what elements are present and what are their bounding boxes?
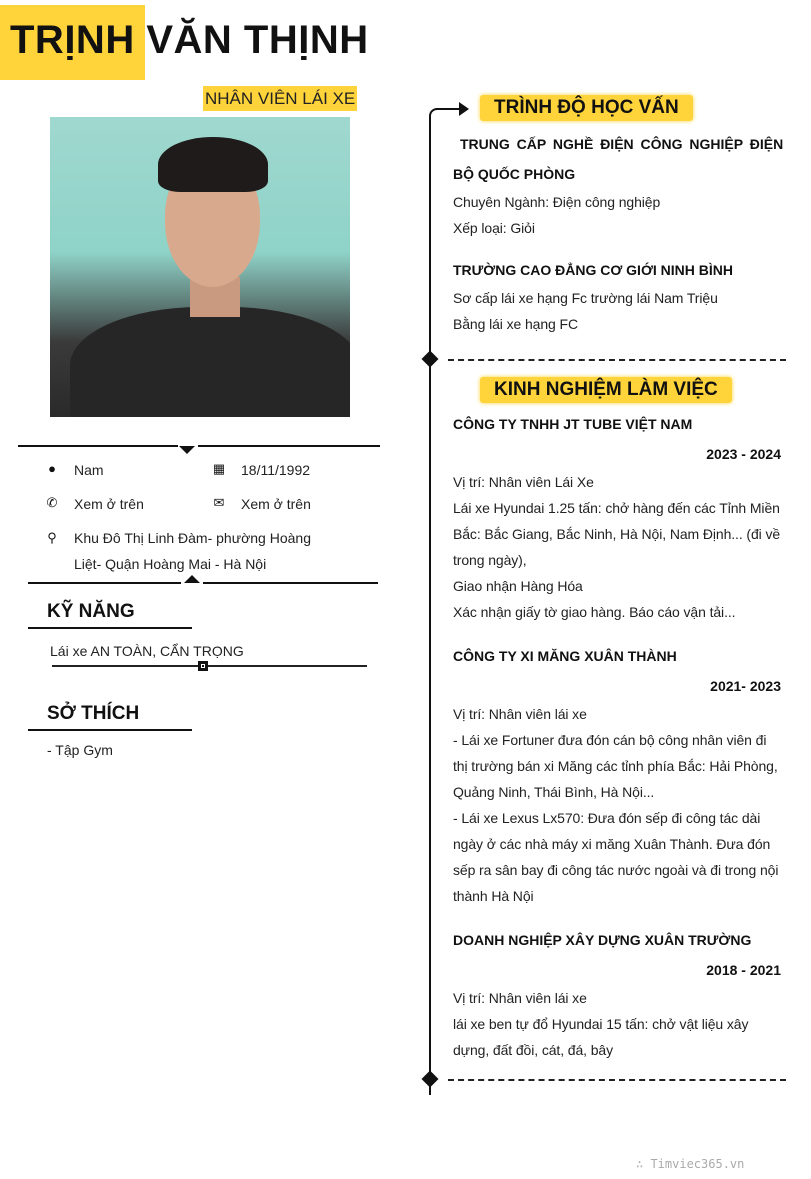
address-line1: Khu Đô Thị Linh Đàm- phường Hoàng (74, 530, 311, 546)
skills-title: KỸ NĂNG (47, 601, 135, 622)
work-period: 2018 - 2021 (706, 962, 781, 978)
right-column (448, 95, 786, 1097)
timeline-line (429, 118, 431, 1095)
job-detail: Vị trí: Nhân viên lái xe (453, 706, 587, 722)
work-period: 2021- 2023 (710, 678, 781, 694)
education-section (448, 129, 784, 337)
section-divider (448, 359, 786, 361)
user-icon: ● (48, 461, 56, 476)
divider (18, 445, 178, 447)
job-detail: Vị trí: Nhân viên Lái Xe (453, 474, 594, 490)
job-detail: Xác nhận giấy tờ giao hàng. Báo cáo vận tải... (453, 604, 736, 620)
triangle-down-icon (179, 446, 195, 454)
job-detail: thành Hà Nội (453, 888, 534, 904)
job-detail: Giao nhận Hàng Hóa (453, 578, 583, 594)
school-name: TRUNG CẤP NGHỀ ĐIỆN CÔNG NGHIỆP ĐIỆN (460, 136, 784, 152)
profile-photo (50, 117, 350, 417)
school-name: TRƯỜNG CAO ĐẲNG CƠ GIỚI NINH BÌNH (453, 262, 733, 278)
triangle-up-icon (184, 575, 200, 583)
company-name: DOANH NGHIỆP XÂY DỰNG XUÂN TRƯỜNG (453, 932, 752, 948)
candidate-name: TRỊNH VĂN THỊNH (10, 18, 369, 62)
company-name: CÔNG TY TNHH JT TUBE VIỆT NAM (453, 416, 693, 432)
divider (28, 627, 192, 629)
edu-detail: Chuyên Ngành: Điện công nghiệp (453, 194, 661, 210)
map-pin-icon: ⚲ (47, 530, 57, 545)
timeline-diamond (422, 1071, 439, 1088)
skill-bar (52, 665, 367, 667)
candidate-position: NHÂN VIÊN LÁI XE (203, 86, 357, 111)
timeline-diamond (422, 351, 439, 368)
job-detail: Vị trí: Nhân viên lái xe (453, 990, 587, 1006)
experience-title: KINH NGHIỆM LÀM VIỆC (480, 377, 732, 403)
school-name-cont: BỘ QUỐC PHÒNG (453, 166, 576, 182)
section-divider (448, 1079, 786, 1081)
address-line2: Liệt- Quận Hoàng Mai - Hà Nội (74, 556, 267, 572)
job-detail: Lái xe Hyundai 1.25 tấn: chở hàng đến các Tỉnh Miền (453, 500, 780, 516)
email: Xem ở trên (241, 496, 311, 512)
job-detail: - Lái xe Fortuner đưa đón cán bộ công nhân viên đi (453, 732, 767, 748)
job-detail: Quảng Ninh, Thái Bình, Hà Nội... (453, 784, 655, 800)
phone: Xem ở trên (74, 496, 144, 512)
birthday: 18/11/1992 (241, 462, 311, 478)
skill-level-marker (198, 661, 208, 671)
education-title: TRÌNH ĐỘ HỌC VẤN (480, 95, 693, 121)
divider (198, 445, 380, 447)
gender: Nam (74, 462, 104, 478)
edu-detail: Xếp loại: Giỏi (453, 220, 535, 236)
work-period: 2023 - 2024 (706, 446, 781, 462)
skill-label: Lái xe AN TOÀN, CẨN TRỌNG (50, 643, 244, 659)
divider (28, 729, 192, 731)
hobby-item: - Tập Gym (47, 742, 113, 758)
hobbies-title: SỞ THÍCH (47, 703, 140, 724)
calendar-icon: ▦ (212, 461, 226, 476)
divider (28, 582, 181, 584)
job-detail: Bắc: Bắc Giang, Bắc Ninh, Hà Nội, Nam Định... (đi về (453, 526, 781, 542)
edu-detail: Bằng lái xe hạng FC (453, 316, 578, 332)
job-detail: ngày ở các nhà máy xi măng Xuân Thành. Đưa đón (453, 836, 771, 852)
email-icon: ✉ (213, 495, 225, 510)
job-detail: lái xe ben tự đổ Hyundai 15 tấn: chở vật liệu xây (453, 1016, 749, 1032)
job-detail: - Lái xe Lexus Lx570: Đưa đón sếp đi công tác dài (453, 810, 761, 826)
job-detail: trong ngày), (453, 552, 527, 568)
divider (203, 582, 378, 584)
job-detail: thị trường bán xi Măng các tỉnh phía Bắc: Hải Phòng, (453, 758, 778, 774)
job-detail: sếp ra sân bay đi công tác nước ngoài và đi trong nội (453, 862, 779, 878)
phone-icon: ✆ (46, 495, 58, 510)
watermark: ∴ Timviec365.vn (636, 1157, 745, 1171)
job-detail: dựng, đất đồi, cát, đá, bây (453, 1042, 614, 1058)
company-name: CÔNG TY XI MĂNG XUÂN THÀNH (453, 648, 677, 664)
edu-detail: Sơ cấp lái xe hạng Fc trường lái Nam Triệu (453, 290, 718, 306)
experience-section (448, 409, 781, 1063)
